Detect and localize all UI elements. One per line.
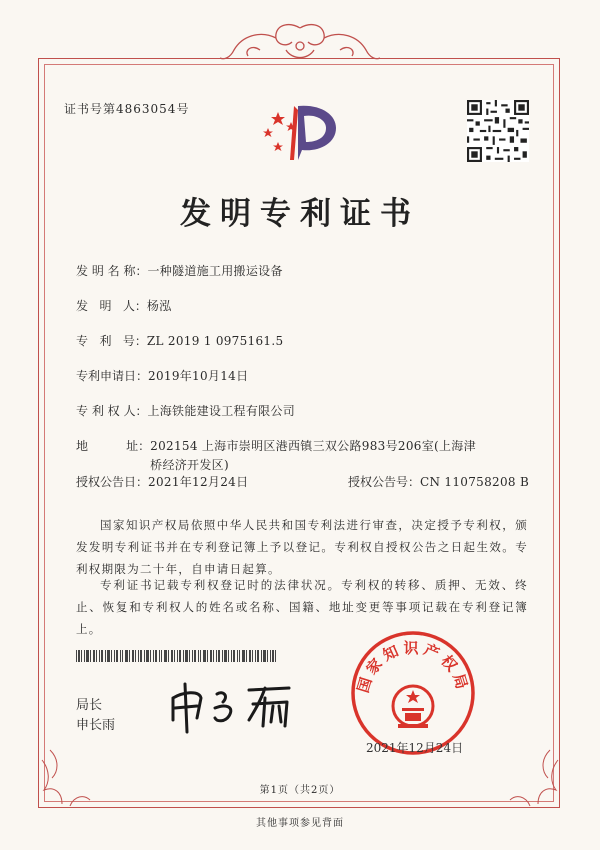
director-title: 局长 <box>76 698 103 713</box>
field-value: 上海铁能建设工程有限公司 <box>147 404 296 418</box>
field-grant <box>76 473 529 492</box>
field-value: 杨泓 <box>146 299 172 313</box>
footer-note: 其他事项参见背面 <box>256 818 344 829</box>
field-label: 发 明 人： <box>76 299 147 313</box>
grant-date-label: 授权公告日： <box>76 475 149 489</box>
svg-text:国家知识产权局: 国家知识产权局 <box>353 639 473 695</box>
certificate-paragraph: 专利证书记载专利权登记时的法律状况。专利权的转移、质押、无效、终止、恢复和专利权人的姓名或名称、国籍、地址变更等事项记载在专利登记簿上。 <box>76 578 528 636</box>
field-label: 专 利 权 人： <box>76 404 148 418</box>
field-label: 地 址： <box>76 439 151 453</box>
field-value: 一种隧道施工用搬运设备 <box>147 264 283 278</box>
field-value: 2019年10月14日 <box>148 369 249 383</box>
field-invention-name <box>76 262 283 281</box>
director-name: 申长雨 <box>76 718 116 733</box>
field-application-date <box>76 367 248 386</box>
seal-date: 2021年12月24日 <box>366 741 464 755</box>
top-ornament-icon <box>220 20 380 72</box>
field-patent-number <box>76 332 283 351</box>
field-address <box>76 437 480 475</box>
field-patentee <box>76 402 295 421</box>
cnipa-logo-icon <box>258 100 344 166</box>
qr-code-icon <box>467 100 529 162</box>
field-label: 专利申请日： <box>76 369 149 383</box>
certificate-paragraph: 国家知识产权局依照中华人民共和国专利法进行审查，决定授予专利权，颁发发明专利证书并在专利登记簿上予以登记。专利权自授权公告之日起生效。专利权期限为二十年，自申请日起算。 <box>76 518 528 576</box>
bottom-right-ornament-icon <box>470 720 560 810</box>
barcode-icon <box>76 650 276 662</box>
page-number: 第1页（共2页） <box>259 785 341 796</box>
certificate-number: 证书号第4863054号 <box>64 102 190 116</box>
field-label: 专 利 号： <box>76 334 147 348</box>
grant-number-value: CN 110758208 B <box>420 475 530 489</box>
grant-number-label: 授权公告号： <box>348 475 421 489</box>
handwritten-signature-icon <box>165 676 305 736</box>
field-value: 202154 上海市崇明区港西镇三双公路983号206室(上海津桥经济开发区) <box>150 439 476 472</box>
certificate-title: 发明专利证书 <box>180 196 420 232</box>
grant-date-value: 2021年12月24日 <box>148 475 249 489</box>
field-value: ZL 2019 1 0975161.5 <box>146 334 284 348</box>
bottom-left-ornament-icon <box>40 720 130 810</box>
field-inventor <box>76 297 172 316</box>
field-label: 发 明 名 称： <box>76 264 148 278</box>
